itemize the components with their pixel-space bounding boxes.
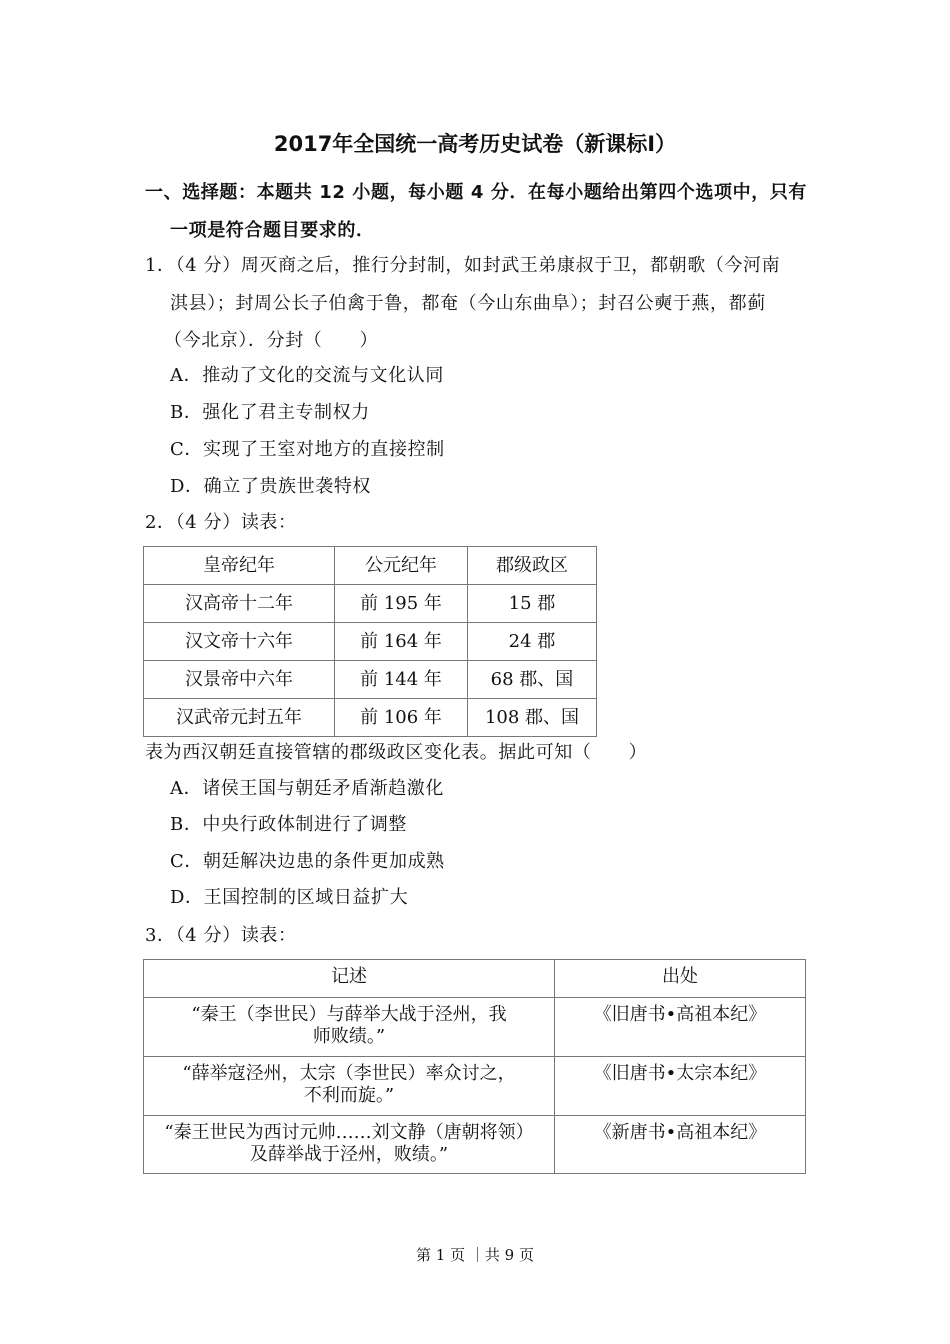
table-cell: “秦王世民为西讨元帅……刘文静（唐朝将领）及薛举战于泾州，败绩。” — [144, 1116, 555, 1174]
q2-option-b: B．中央行政体制进行了调整 — [170, 814, 408, 835]
table-cell: 汉高帝十二年 — [144, 585, 335, 623]
table-cell: 《旧唐书•太宗本纪》 — [555, 1057, 806, 1116]
table-header: 郡级政区 — [468, 547, 597, 585]
q1-option-b: B．强化了君主专制权力 — [170, 402, 370, 423]
table-cell: 前 164 年 — [335, 623, 468, 661]
table-cell: 24 郡 — [468, 623, 597, 661]
table-cell: 汉景帝中六年 — [144, 661, 335, 699]
table-row — [144, 585, 597, 623]
q1-stem-line1: 1．（4 分）周灭商之后，推行分封制，如封武王弟康叔于卫，都朝歌（今河南 — [145, 255, 781, 276]
q1-option-c: C．实现了王室对地方的直接控制 — [170, 439, 445, 460]
table-row — [144, 1057, 806, 1116]
table-header: 公元纪年 — [335, 547, 468, 585]
q2-stem-after: 表为西汉朝廷直接管辖的郡级政区变化表。据此可知（ ） — [145, 742, 648, 763]
table-header-row — [144, 960, 806, 998]
q1-stem-line2: 淇县）；封周公长子伯禽于鲁，都奄（今山东曲阜）；封召公奭于燕，都蓟 — [170, 293, 766, 314]
table-cell: 汉武帝元封五年 — [144, 699, 335, 737]
table-cell: 15 郡 — [468, 585, 597, 623]
q1-option-a: A．推动了文化的交流与文化认同 — [170, 365, 444, 386]
table-cell: 汉文帝十六年 — [144, 623, 335, 661]
table-cell: “秦王（李世民）与薛举大战于泾州，我师败绩。” — [144, 998, 555, 1057]
page-footer: 第 1 页 ｜共 9 页 — [416, 1246, 534, 1264]
q2-stem: 2．（4 分）读表： — [145, 512, 297, 533]
table-cell: 68 郡、国 — [468, 661, 597, 699]
page-title: 2017年全国统一高考历史试卷（新课标Ⅰ） — [273, 132, 677, 156]
q2-table — [143, 546, 597, 737]
table-row — [144, 1116, 806, 1174]
table-cell: “薛举寇泾州，太宗（李世民）率众讨之，不利而旋。” — [144, 1057, 555, 1116]
table-cell: 108 郡、国 — [468, 699, 597, 737]
table-header: 记述 — [144, 960, 555, 998]
table-cell: 前 106 年 — [335, 699, 468, 737]
table-cell: 《新唐书•高祖本纪》 — [555, 1116, 806, 1174]
table-cell: 前 144 年 — [335, 661, 468, 699]
q3-stem: 3．（4 分）读表： — [145, 925, 297, 946]
q2-option-c: C．朝廷解决边患的条件更加成熟 — [170, 851, 445, 872]
table-row — [144, 661, 597, 699]
table-row — [144, 998, 806, 1057]
q1-stem-line3: （今北京）．分封（ ） — [164, 330, 379, 351]
q2-option-d: D．王国控制的区域日益扩大 — [170, 887, 409, 908]
table-row — [144, 623, 597, 661]
table-cell: 前 195 年 — [335, 585, 468, 623]
table-cell: 《旧唐书•高祖本纪》 — [555, 998, 806, 1057]
table-header: 皇帝纪年 — [144, 547, 335, 585]
table-header-row — [144, 547, 597, 585]
q1-option-d: D．确立了贵族世袭特权 — [170, 476, 372, 497]
section-heading-line1: 一、选择题：本题共 12 小题，每小题 4 分．在每小题给出第四个选项中，只有 — [145, 182, 808, 203]
section-heading-line2: 一项是符合题目要求的． — [170, 220, 375, 241]
q3-table — [143, 959, 806, 1174]
table-row — [144, 699, 597, 737]
table-header: 出处 — [555, 960, 806, 998]
q2-option-a: A．诸侯王国与朝廷矛盾渐趋激化 — [170, 778, 444, 799]
